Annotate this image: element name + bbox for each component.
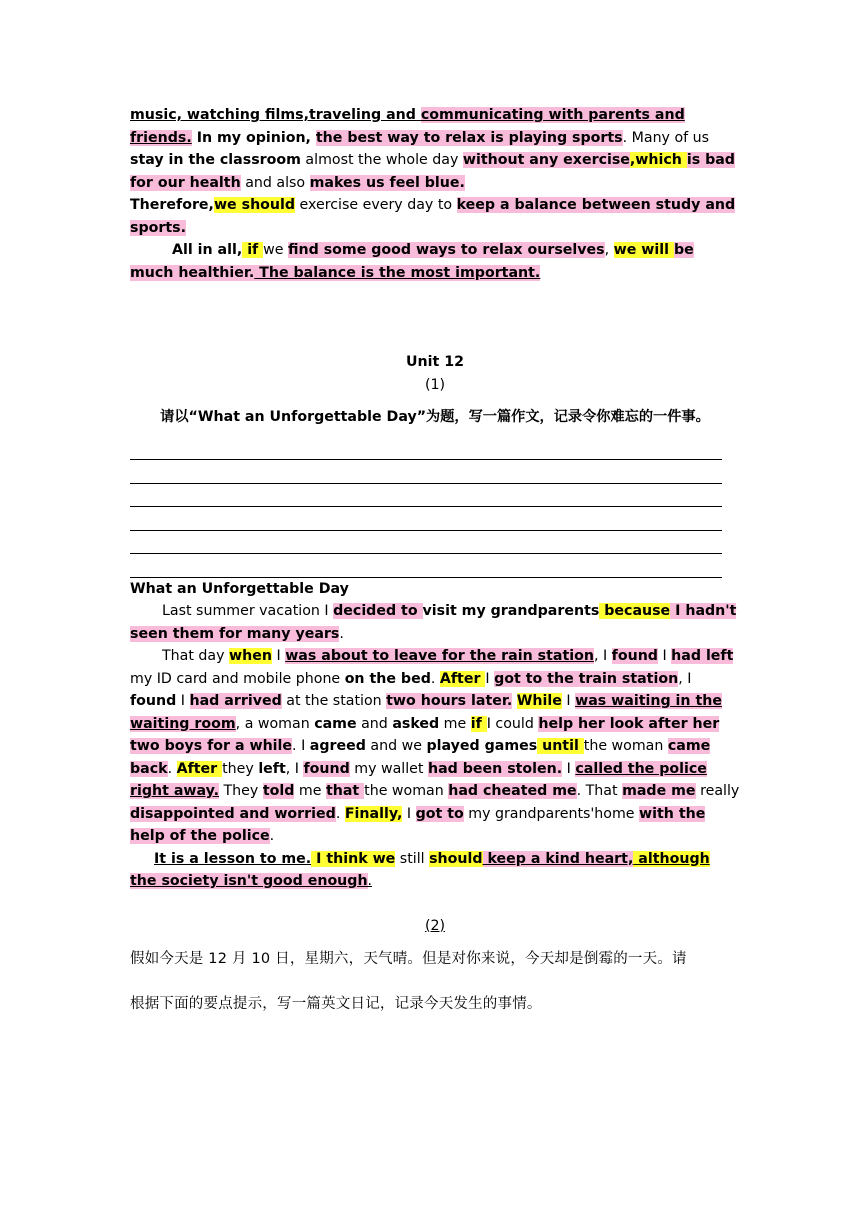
text-span: really (695, 783, 740, 799)
writing-prompt-2-line-2: 根据下面的要点提示，写一篇英文日记，记录今天发生的事情。 (130, 996, 542, 1012)
text-span: had cheated me (448, 783, 577, 799)
essay2-paragraph-3 (130, 848, 740, 893)
essay1-paragraph-3 (130, 239, 740, 284)
text-span: I could (486, 715, 539, 732)
text-span: came (314, 715, 357, 732)
text-span: made me (622, 783, 696, 799)
text-span: . (335, 805, 345, 822)
text-span: we (263, 242, 289, 258)
text-span: , I (285, 760, 304, 777)
text-span: , I (593, 648, 612, 664)
document-page (130, 104, 740, 1027)
text-span: music, watching films,traveling and (130, 107, 421, 123)
text-span: After (176, 760, 223, 777)
text-span: if (242, 242, 264, 258)
text-span: me (294, 783, 326, 799)
text-span: , I (678, 670, 692, 687)
text-span: communicating with parents and friends. (130, 107, 685, 146)
unit-title-text: Unit 12 (406, 354, 464, 370)
text-span: I (657, 648, 672, 664)
text-span: keep a kind heart, (482, 850, 634, 867)
text-span: was waiting in the waiting room (130, 693, 722, 732)
text-span: . (167, 760, 177, 777)
text-span: on the bed (344, 670, 431, 687)
section-number-2: (2) (424, 917, 446, 934)
answer-line (130, 531, 722, 555)
text-span: . That (576, 783, 623, 799)
essay1-paragraph-2 (130, 194, 740, 239)
text-span: at the station (281, 693, 387, 709)
answer-line (130, 554, 722, 578)
text-span: we should (213, 197, 296, 213)
text-span: I (402, 805, 416, 822)
text-span: my wallet (349, 760, 428, 777)
text-span: asked (392, 715, 440, 732)
text-span: without any exercise (462, 152, 630, 168)
text-span: All in all, (172, 242, 243, 258)
text-span: It is a lesson to me. (154, 850, 312, 867)
text-span: my ID card and mobile phone (130, 670, 345, 687)
text-span: and also (240, 174, 310, 191)
essay2-paragraph-1 (130, 600, 740, 645)
text-span: got to (415, 805, 464, 822)
text-span: makes us feel blue. (309, 174, 465, 191)
text-span: two hours later. (386, 693, 513, 709)
text-span: when (229, 648, 272, 664)
text-span: found (303, 760, 350, 777)
text-span: if (470, 715, 487, 732)
text-span: got to the train station (494, 670, 679, 687)
spacer (130, 284, 740, 329)
text-span: came back (130, 738, 711, 777)
text-span: me (439, 715, 471, 732)
text-span: had arrived (189, 693, 282, 709)
text-span: , a woman (235, 715, 315, 732)
essay2-title (130, 578, 740, 601)
text-span: almost the whole day (300, 152, 463, 168)
text-span: the best way to relax is playing sports (315, 129, 623, 146)
text-span: until (537, 738, 584, 754)
text-span: I (485, 670, 495, 687)
text-span: left (258, 760, 286, 777)
text-span: still (395, 850, 430, 867)
text-span: is bad for our health (130, 152, 735, 191)
essay2-title-text: What an Unforgettable Day (130, 580, 349, 597)
text-span: . I (292, 738, 310, 754)
text-span: visit my grandparents (422, 603, 600, 619)
text-span: I think we (311, 850, 396, 867)
spacer (130, 429, 740, 437)
text-span: They (219, 783, 263, 799)
text-span: that (325, 783, 365, 799)
writing-prompt-1-text: 请以“What an Unforgettable Day”为题，写一篇作文，记录令你难忘的一件事。 (160, 409, 710, 425)
text-span: with the help of the police (130, 805, 706, 844)
text-span: keep a balance between study and sports. (130, 197, 736, 236)
text-span: should (429, 850, 483, 867)
answer-line (130, 507, 722, 531)
answer-line (130, 484, 722, 508)
text-span: because (599, 603, 671, 619)
text-span: they (222, 760, 259, 777)
text-span: Finally, (344, 805, 403, 822)
text-span: and we (365, 738, 427, 754)
text-span: told (262, 783, 295, 799)
text-span: my grandparents'home (463, 805, 640, 822)
text-span: ,which (629, 152, 687, 168)
section-number-1: (1) (424, 376, 446, 393)
text-span: I (271, 648, 286, 664)
text-span: and (356, 715, 393, 732)
text-span: , (604, 242, 614, 258)
text-span: help her look after her two boys for a while (130, 715, 720, 754)
text-span: . (339, 625, 344, 642)
text-span: That day (162, 648, 230, 664)
text-span: called the police right away. (130, 760, 707, 799)
spacer (130, 893, 740, 915)
text-span: the woman (364, 783, 449, 799)
text-span: stay in the classroom (130, 152, 301, 168)
text-span: I hadn't seen them for many years (130, 603, 737, 642)
text-span: decided to (333, 603, 423, 619)
text-span: . (269, 828, 275, 844)
text-span: . (430, 670, 440, 687)
spacer (130, 329, 740, 351)
text-span: be much healthier. (130, 242, 694, 281)
text-span: In my opinion, (191, 129, 316, 146)
text-span: . Many of us (622, 129, 710, 146)
answer-line (130, 437, 722, 461)
text-span: Therefore, (130, 197, 214, 213)
text-span: . (367, 873, 373, 889)
text-span: I (176, 693, 190, 709)
text-span: had been stolen. (427, 760, 563, 777)
text-span: While (516, 693, 562, 709)
text-span: find some good ways to relax ourselves (288, 242, 605, 258)
text-span: although (633, 850, 710, 867)
text-span: found (130, 693, 177, 709)
text-span: found (611, 648, 658, 664)
text-span: The balance is the most important. (254, 264, 541, 281)
writing-prompt-1 (130, 406, 740, 429)
text-span: was about to leave for the rain station (285, 648, 594, 664)
text-span: After (439, 670, 486, 687)
text-span: played games (426, 738, 538, 754)
essay2-paragraph-2 (130, 645, 740, 848)
writing-prompt-2-line-1: 假如今天是 12 月 10 日，星期六，天气晴。但是对你来说，今天却是倒霉的一天。请 (130, 951, 687, 967)
text-span: I (561, 693, 576, 709)
text-span: agreed (309, 738, 366, 754)
essay1-paragraph-1 (130, 104, 740, 194)
text-span: I (562, 760, 576, 777)
text-span: Last summer vacation I (162, 603, 334, 619)
text-span: the woman (583, 738, 668, 754)
text-span: we will (613, 242, 674, 258)
text-span: had left (671, 648, 734, 664)
unit-title (130, 351, 740, 374)
answer-line (130, 460, 722, 484)
text-span: the society isn't good enough (130, 873, 368, 889)
text-span: exercise every day to (295, 197, 457, 213)
text-span: disappointed and worried (130, 805, 336, 822)
